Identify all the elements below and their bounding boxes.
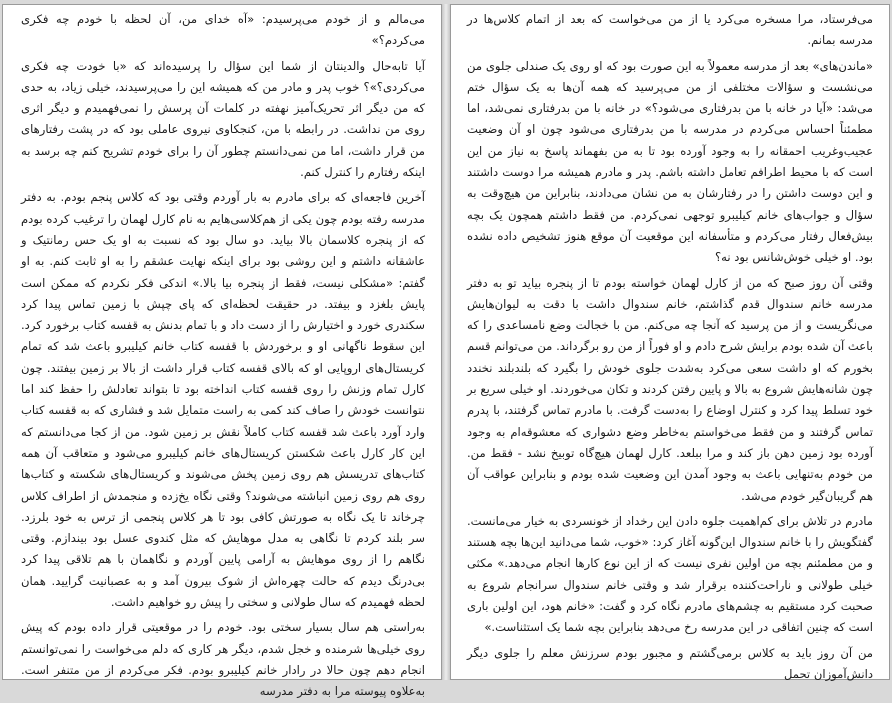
paragraph: «ماندن‌های» بعد از مدرسه معمولاً به این صورت بود که او روی یک صندلی جلوی من می‌نشست و سؤالات مختلفی از من می‌پرسید که همه آن‌ها به یک سؤال ختم می‌شد: «آیا در خانه با من بدرفتاری می‌شود؟» در خانه با من بدرفتاری نمی‌شد، اما مطمئناً احساس می‌کردم در مدرسه با من بدرفتاری می‌شود چون او آن وضعیت عجیب‌وغریب احمقانه را به وجود آورده بود تا به من بفهماند پاسخ به نیاز من این است که با محیط اطرافم تعامل داشته باشم. پدر و مادرم همیشه مرا دوست داشتند و این دوست داشتن را در رفتارشان به من نشان می‌دادند، بنابراین من هیچ‌وقت به سؤال و جواب‌های خانم کیلیبرو توجهی نمی‌کردم. من فقط داشتم همچون یک بچه بیش‌فعال رفتار می‌کردم و متأسفانه این موقعیت آن موقع هنوز تشخیص داده نشده بود. او خیلی خوش‌شانس بود نه؟ <box>467 58 873 265</box>
book-spine <box>442 4 450 680</box>
paragraph: آیا تابه‌حال والدینتان از شما این سؤال را پرسیده‌اند که «با خودت چه فکری می‌کردی؟»؟ خوب پدر و مادر من که همیشه این را می‌پرسیدند، خیلی زیاد، به حدی که من دیگر اثر تحریک‌آمیز نهفته در کلمات آن پرسش را نمی‌فهمیدم و دیگر اثری روی من نداشت. در رابطه با من، کنجکاوی نیروی عاملی بود که در پشت رفتارهای من قرار داشت، اما من نمی‌دانستم چطور آن را برای خودم تشریح کنم چه برسد به اینکه رفتارم را کنترل کنم. <box>21 58 425 180</box>
right-page-text <box>451 5 889 685</box>
paragraph: به‌راستی هم سال بسیار سختی بود. خودم را در موقعیتی قرار داده بودم که پیش روی خیلی‌ها شرمنده و خجل شدم، دیگر هر کاری که دلم می‌خواست را نمی‌توانستم انجام دهم چون حالا در رادار خانم کیلیبرو بودم. فکر می‌کردم از من متنفر است. به‌علاوه پیوسته مرا به دفتر مدرسه <box>21 620 425 699</box>
paragraph: می‌مالم و از خودم می‌پرسیدم: «آه خدای من، آن لحظه با خودم چه فکری می‌کردم؟» <box>21 12 425 48</box>
paragraph: وقتی آن روز صبح که من از کارل لهمان خواسته بودم تا از پنجره بیاید تو به دفتر مدرسه خانم سندوال قدم گذاشتم، خانم سندوال داشت با دقت به لیوان‌هایش می‌نگریست و از من پرسید که آنجا چه می‌کنم. من با خجالت وضع نامساعدی را که باعث آن شده بودم برایش شرح دادم و او فوراً از من رو برگرداند. من می‌توانم قسم بخورم که او داشت سعی می‌کرد به‌شدت جلوی خودش را بگیرد که بلندبلند نخندد چون شانه‌هایش شروع به بالا و پایین رفتن کردند و تکان می‌خوردند. او خیلی سریع بر خود تسلط پیدا کرد و کنترل اوضاع را به‌دست گرفت. با مادرم تماس گرفتند، با پدرم تماس گرفتند و من فقط می‌خواستم به‌خاطر وضع دشواری که معشوقه‌ام به وجود آورده بود زمین دهن باز کند و مرا ببلعد. کارل لهمان هیچ‌گاه توبیخ نشد - فقط من. من خودم به‌تنهایی باعث به وجود آمدن این وضعیت شده بودم و بنابراین عواقب آن هم گریبان‌گیر خودم می‌شد. <box>467 275 873 503</box>
left-page <box>2 4 442 699</box>
paragraph: مادرم در تلاش برای کم‌اهمیت جلوه دادن این رخداد از خونسردی به خیار می‌مانست. گفتگویش را با خانم سندوال این‌گونه آغاز کرد: «خوب، شما می‌دانید این‌ها بچه هستند و من مطمئنم بچه من اولین نفری نیست که از این نوع کارها انجام می‌دهد.» مکثی خیلی طولانی و ناراحت‌کننده برقرار شد و وقتی خانم سندوال سرانجام شروع به صحبت کرد مستقیم به چشم‌های مادرم نگاه کرد و گفت: «خانم هود، این اولین باری است که چنین اتفاقی در این مدرسه رخ می‌دهد بنابراین بچه شما یک استثناست.» <box>467 513 873 635</box>
paragraph: می‌فرستاد، مرا مسخره می‌کرد یا از من می‌خواست که بعد از اتمام کلاس‌ها در مدرسه بمانم. <box>467 12 873 48</box>
left-page-text <box>3 5 441 703</box>
paragraph: من آن روز باید به کلاس برمی‌گشتم و مجبور بودم سرزنش معلم را جلوی دیگر دانش‌آموزان تحمل <box>467 645 873 681</box>
right-page <box>450 4 890 680</box>
paragraph: آخرین فاجعه‌ای که برای مادرم به بار آوردم وقتی بود که کلاس پنجم بودم. به دفتر مدرسه رفته بودم چون یکی از هم‌کلاسی‌هایم به نام کارل لهمان را ترغیب کرده بودم که از پنجره کلاسمان بالا بیاید. دو سال بود که نسبت به او یک حس رمانتیک و عاشقانه داشتم و این روشی بود برای اینکه نهایت عشقم را به او ثابت کنم. به او گفتم: «مشکلی نیست، فقط از پنجره بیا بالا.» اندکی فکر نکردم که ممکن است پایش بلغزد و بیفتد. در حقیقت لحظه‌ای که پای چپش با زمین تماس پیدا کرد سکندری خورد و اختیارش را از دست داد و با تمام بدنش به قفسه کتاب برخورد کرد. این سقوط ناگهانی او و برخوردش با قفسه کتاب خانم کیلیبرو باعث شد که تمام کریستال‌های اروپایی او که بالای قفسه کتاب قرار داشت از بالا بر زمین بیفتند. چون کارل تمام وزنش را روی قفسه کتاب انداخته بود تا بتواند تعادلش را حفظ کند اما نتوانست خودش را صاف کند کمی به راست متمایل شد و فشاری که به قفسه کتاب وارد آورد باعث شد قفسه کتاب کاملاً نقش بر زمین شود. من از کجا می‌دانستم که این کار کارل باعث شکستن کریستال‌های خانم کیلیبرو می‌شود و متعاقب آن همه کتاب‌های تدریسش هم روی زمین پخش می‌شوند و کریستال‌های شکسته و کتاب‌ها روی هم روی زمین انباشته می‌شوند؟ وقتی نگاه یخ‌زده و منجمدش از اطراف کلاس چرخاند تا یک نگاه به صورتش کافی بود تا هر کلاس پنجمی از ترس به خود بلرزد. سر بلند کردم تا نگاهی به مدل موهایش که مثل کندوی عسل بود بیندازم. وقتی نگاهم را از روی موهایش به آرامی پایین آوردم و نگاهمان با هم تلاقی پیدا کرد بی‌درنگ دیدم که حالت چهره‌اش از شوک بیرون آمد و به عصبانیت گرایید. همان لحظه فهمیدم که سال طولانی و سختی را پیش رو خواهیم داشت. <box>21 190 425 610</box>
